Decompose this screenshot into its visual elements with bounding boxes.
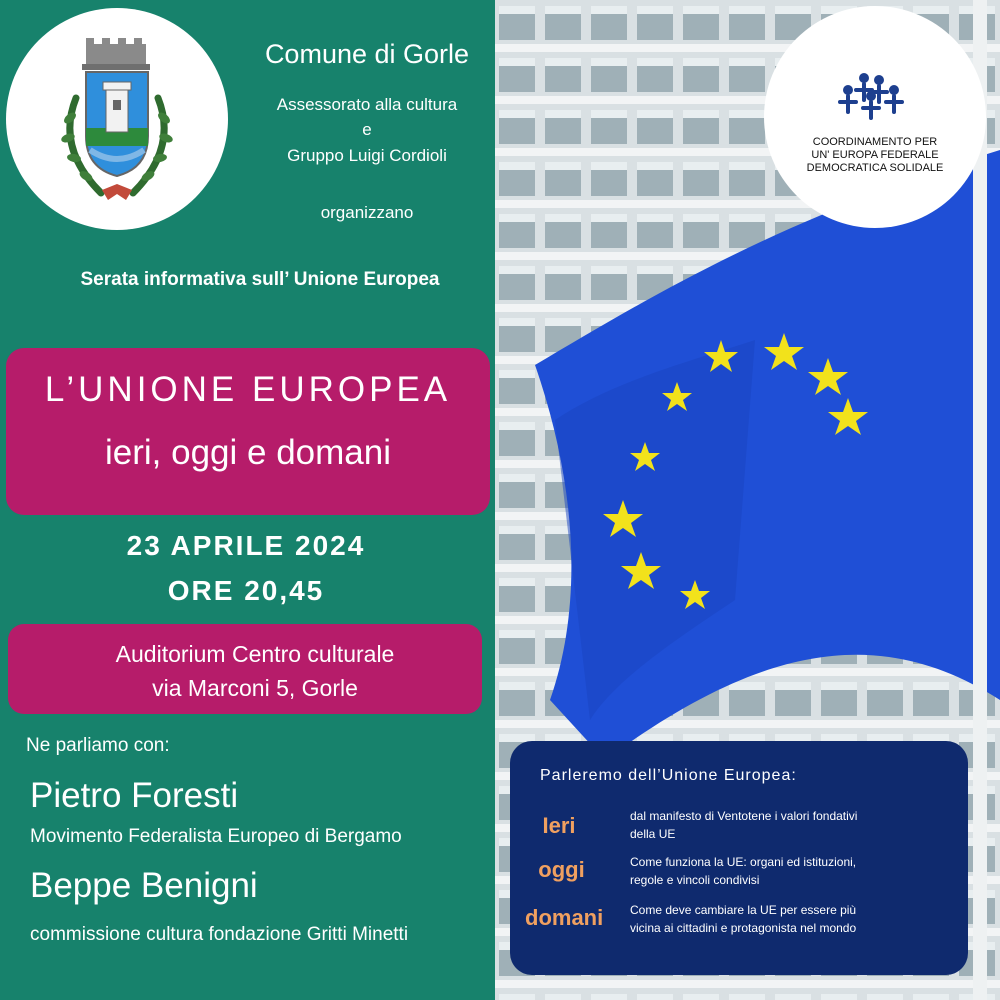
event-date: 23 APRILE 2024	[126, 530, 366, 561]
organize-text: organizzano	[320, 203, 414, 222]
topic-desc-domani-1: Come deve cambiare la UE per essere più	[630, 903, 857, 917]
title-line-1: L’UNIONE EUROPEA	[44, 370, 452, 409]
speaker-2-role: commissione cultura fondazione Gritti Minetti	[30, 924, 409, 945]
topic-desc-domani-2: vicina ai cittadini e protagonista nel mondo	[630, 921, 857, 935]
topic-desc-ieri-1: dal manifesto di Ventotene i valori fondativi	[630, 809, 858, 823]
topic-label-domani: domani	[525, 905, 604, 930]
event-time: ORE 20,45	[167, 575, 325, 606]
partner-logo-line-1: COORDINAMENTO PER	[812, 136, 938, 148]
municipality-line-2: e	[362, 120, 372, 139]
topic-desc-oggi-1: Come funziona la UE: organi ed istituzioni,	[630, 855, 857, 869]
partner-logo	[764, 6, 986, 228]
venue-panel	[8, 624, 482, 714]
speaker-1-role: Movimento Federalista Europeo di Bergamo	[30, 826, 402, 847]
gorle-coat-of-arms-logo	[6, 8, 228, 230]
topics-heading: Parleremo dell’Unione Europea:	[540, 767, 797, 784]
topic-desc-oggi-2: regole e vincoli condivisi	[630, 873, 760, 887]
municipality-line-3: Gruppo Luigi Cordioli	[287, 146, 447, 165]
event-subtitle: Serata informativa sull’ Unione Europea	[80, 269, 440, 290]
title-line-2: ieri, oggi e domani	[105, 433, 391, 472]
people-circle-icon	[764, 6, 986, 228]
topics-box	[510, 741, 968, 975]
title-panel	[6, 348, 490, 515]
topic-label-oggi: oggi	[538, 857, 585, 882]
partner-logo-line-2: UN' EUROPA FEDERALE	[811, 149, 939, 161]
speakers-intro: Ne parliamo con:	[26, 735, 170, 756]
venue-line-2: via Marconi 5, Gorle	[152, 675, 358, 701]
municipality-name: Comune di Gorle	[264, 39, 470, 69]
venue-line-1: Auditorium Centro culturale	[115, 641, 395, 667]
left-panel	[0, 0, 495, 1000]
coat-of-arms-icon	[6, 8, 228, 230]
municipality-line-1: Assessorato alla cultura	[276, 95, 458, 114]
topic-desc-ieri-2: della UE	[630, 827, 676, 841]
topic-label-ieri: Ieri	[542, 813, 576, 838]
partner-logo-line-3: DEMOCRATICA SOLIDALE	[806, 162, 944, 174]
speaker-1-name: Pietro Foresti	[30, 776, 239, 815]
speaker-2-name: Beppe Benigni	[30, 866, 258, 905]
